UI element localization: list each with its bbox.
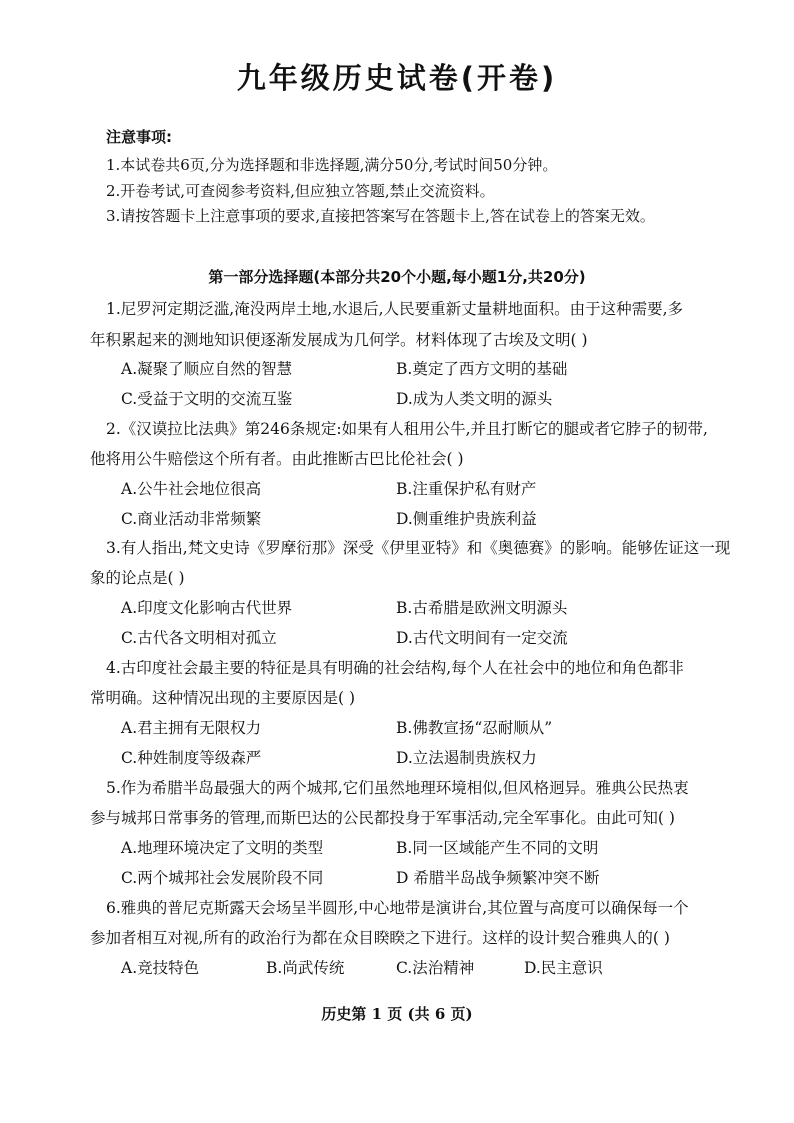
option-b: B.同一区域能产生不同的文明 bbox=[396, 839, 599, 857]
question-text-line: 6.雅典的普尼克斯露天会场呈半圆形,中心地带是演讲台,其位置与高度可以确保每一个 bbox=[106, 899, 689, 917]
option-c: C.法治精神 bbox=[396, 959, 475, 977]
option-d: D.侧重维护贵族利益 bbox=[396, 510, 537, 528]
question-text-line: 4.古印度社会最主要的特征是具有明确的社会结构,每个人在社会中的地位和角色都非 bbox=[106, 659, 684, 677]
notice-heading: 注意事项: bbox=[106, 128, 172, 146]
option-c: C.商业活动非常频繁 bbox=[121, 510, 262, 528]
option-b: B.奠定了西方文明的基础 bbox=[396, 360, 568, 378]
question-text-line: 3.有人指出,梵文史诗《罗摩衍那》深受《伊里亚特》和《奥德赛》的影响。能够佐证这一现 bbox=[106, 539, 731, 557]
option-b: B.尚武传统 bbox=[266, 959, 345, 977]
question-text-line: 2.《汉谟拉比法典》第246条规定:如果有人租用公牛,并且打断它的腿或者它脖子的韧带, bbox=[106, 420, 708, 438]
question-text-line: 参与城邦日常事务的管理,而斯巴达的公民都投身于军事活动,完全军事化。由此可知( ) bbox=[90, 809, 675, 827]
section-heading: 第一部分选择题(本部分共20个小题,每小题1分,共20分) bbox=[208, 268, 586, 286]
question-text-line: 参加者相互对视,所有的政治行为都在众目睽睽之下进行。这样的设计契合雅典人的( ) bbox=[90, 929, 670, 947]
option-b: B.注重保护私有财产 bbox=[396, 480, 537, 498]
question-text-line: 1.尼罗河定期泛滥,淹没两岸土地,水退后,人民要重新丈量耕地面积。由于这种需要,多 bbox=[106, 300, 683, 318]
option-d: D.成为人类文明的源头 bbox=[396, 390, 553, 408]
question-text-line: 5.作为希腊半岛最强大的两个城邦,它们虽然地理环境相似,但风格迥异。雅典公民热衷 bbox=[106, 779, 689, 797]
option-b: B.佛教宣扬“忍耐顺从” bbox=[396, 719, 553, 737]
page-footer: 历史第 1 页 (共 6 页) bbox=[321, 1005, 473, 1023]
notice-item-1: 1.本试卷共6页,分为选择题和非选择题,满分50分,考试时间50分钟。 bbox=[106, 156, 558, 174]
notice-item-3: 3.请按答题卡上注意事项的要求,直接把答案写在答题卡上,答在试卷上的答案无效。 bbox=[106, 207, 655, 225]
option-c: C.种姓制度等级森严 bbox=[121, 749, 262, 767]
option-a: A.凝聚了顺应自然的智慧 bbox=[121, 360, 293, 378]
page-title: 九年级历史试卷(开卷) bbox=[236, 61, 558, 95]
option-a: A.印度文化影响古代世界 bbox=[121, 599, 293, 617]
option-c: C.古代各文明相对孤立 bbox=[121, 629, 277, 647]
option-d: D 希腊半岛战争频繁冲突不断 bbox=[396, 869, 600, 887]
option-a: A.君主拥有无限权力 bbox=[121, 719, 262, 737]
option-a: A.地理环境决定了文明的类型 bbox=[121, 839, 324, 857]
question-text-line: 常明确。这种情况出现的主要原因是( ) bbox=[90, 689, 356, 707]
notice-item-2: 2.开卷考试,可查阅参考资料,但应独立答题,禁止交流资料。 bbox=[106, 182, 495, 200]
option-a: A.公牛社会地位很高 bbox=[121, 480, 262, 498]
option-d: D.立法遏制贵族权力 bbox=[396, 749, 537, 767]
option-d: D.民主意识 bbox=[524, 959, 603, 977]
question-text-line: 年积累起来的测地知识便逐渐发展成为几何学。材料体现了古埃及文明( ) bbox=[90, 331, 588, 349]
option-a: A.竞技特色 bbox=[121, 959, 200, 977]
option-c: C.两个城邦社会发展阶段不同 bbox=[121, 869, 324, 887]
question-text-line: 他将用公牛赔偿这个所有者。由此推断古巴比伦社会( ) bbox=[90, 450, 464, 468]
option-c: C.受益于文明的交流互鉴 bbox=[121, 390, 293, 408]
question-text-line: 象的论点是( ) bbox=[90, 569, 185, 587]
option-b: B.古希腊是欧洲文明源头 bbox=[396, 599, 568, 617]
option-d: D.古代文明间有一定交流 bbox=[396, 629, 568, 647]
